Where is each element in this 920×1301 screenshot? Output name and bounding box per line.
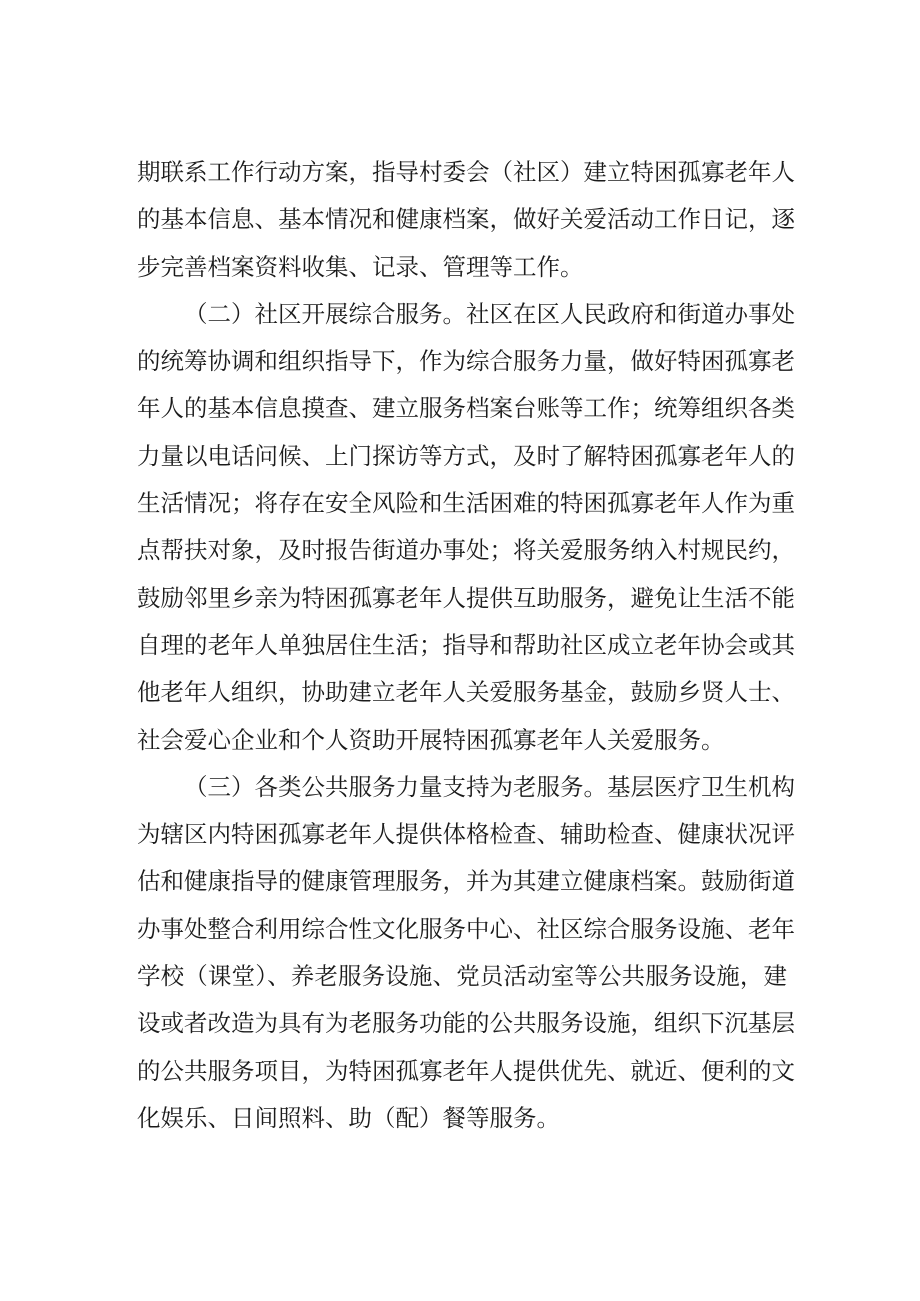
paragraph-1: [137, 149, 795, 291]
text-line: 化娱乐、日间照料、助（配）餐等服务。: [137, 1103, 560, 1132]
text-line: 他老年人组织，协助建立老年人关爱服务基金，鼓励乡贤人士、: [137, 678, 795, 707]
text-line: 期联系工作行动方案，指导村委会（社区）建立特困孤寡老年人: [137, 158, 795, 186]
text-line: 步完善档案资料收集、记录、管理等工作。: [137, 252, 584, 281]
text-line: 学校（课堂）、养老服务设施、党员活动室等公共服务设施，建: [137, 962, 787, 991]
text-line: 为辖区内特困孤寡老年人提供体格检查、辅助检查、健康状况评: [137, 820, 795, 849]
text-line: （二）社区开展综合服务。社区在区人民政府和街道办事处: [184, 299, 795, 328]
text-line: 年人的基本信息摸查、建立服务档案台账等工作；统筹组织各类: [137, 394, 795, 423]
text-line: 的统筹协调和组织指导下，作为综合服务力量，做好特困孤寡老: [137, 347, 795, 376]
text-line: 社会爱心企业和个人资助开展特困孤寡老年人关爱服务。: [137, 725, 725, 754]
paragraph-2: [137, 291, 795, 764]
text-line: 估和健康指导的健康管理服务，并为其建立健康档案。鼓励街道: [137, 867, 795, 896]
text-line: 的基本信息、基本情况和健康档案，做好关爱活动工作日记，逐: [137, 205, 795, 234]
text-line: 自理的老年人单独居住生活；指导和帮助社区成立老年协会或其: [137, 630, 795, 659]
text-line: 力量以电话问候、上门探访等方式，及时了解特困孤寡老年人的: [137, 441, 795, 470]
paragraph-3: [137, 764, 795, 1142]
text-line: 的公共服务项目，为特困孤寡老年人提供优先、就近、便利的文: [137, 1056, 795, 1085]
text-line: 鼓励邻里乡亲为特困孤寡老年人提供互助服务，避免让生活不能: [137, 583, 795, 612]
text-line: 点帮扶对象，及时报告街道办事处；将关爱服务纳入村规民约，: [137, 536, 795, 565]
text-line: （三）各类公共服务力量支持为老服务。基层医疗卫生机构: [184, 772, 795, 801]
text-line: 生活情况；将存在安全风险和生活困难的特困孤寡老年人作为重: [137, 489, 795, 518]
text-line: 设或者改造为具有为老服务功能的公共服务设施，组织下沉基层: [137, 1009, 795, 1038]
document-body: [137, 149, 795, 1142]
text-line: 办事处整合利用综合性文化服务中心、社区综合服务设施、老年: [137, 914, 795, 943]
